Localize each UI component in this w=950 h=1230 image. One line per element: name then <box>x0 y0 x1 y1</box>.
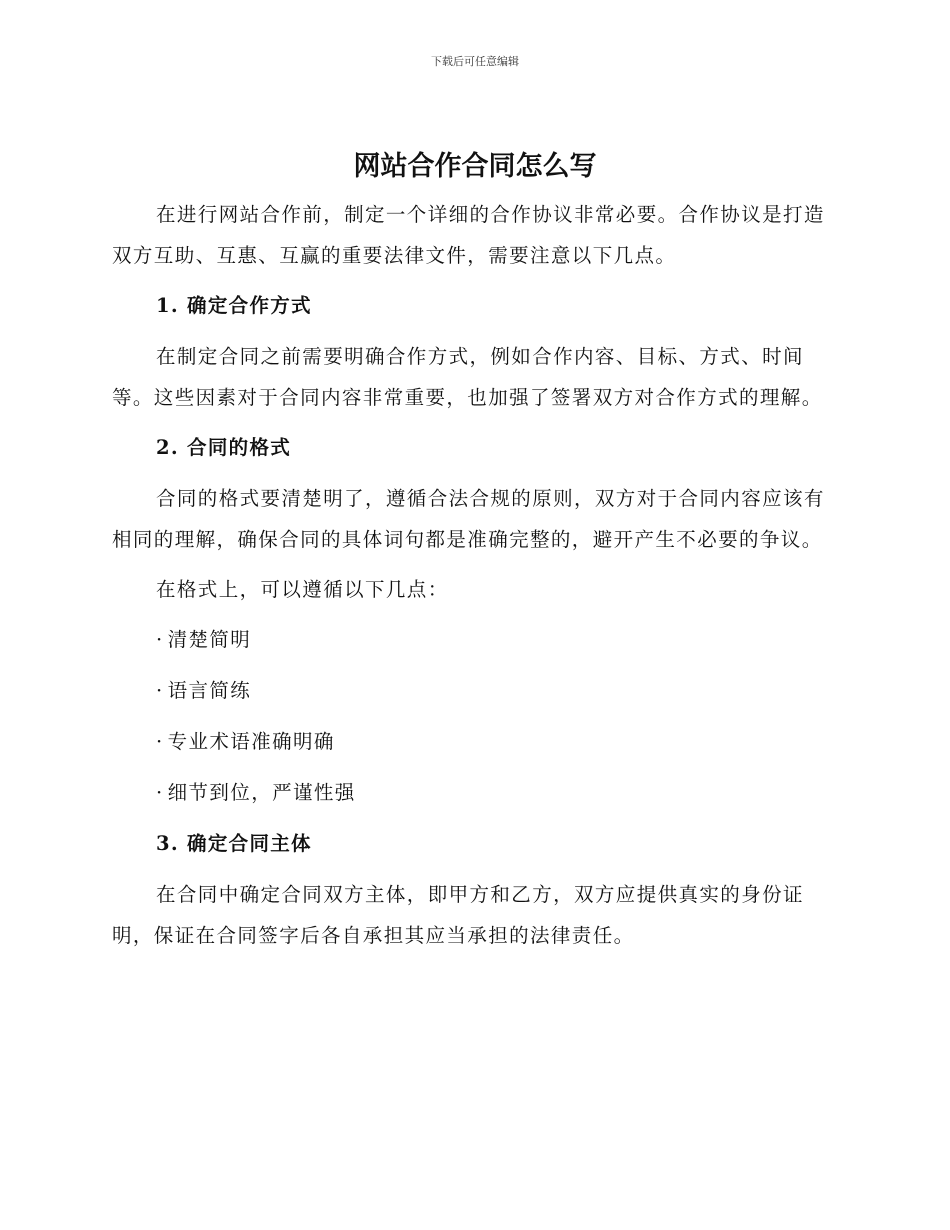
header-note: 下载后可任意编辑 <box>431 55 519 68</box>
bullet-item <box>112 619 832 660</box>
intro-paragraph: 在进行网站合作前，制定一个详细的合作协议非常必要。合作协议是打造双方互助、互惠、互赢的重要法律文件，需要注意以下几点。 <box>112 203 825 267</box>
bullet-item <box>112 772 832 813</box>
section-3 <box>112 823 832 956</box>
section-1 <box>112 285 832 418</box>
section-lead: 在格式上，可以遵循以下几点： <box>156 578 449 601</box>
section-paragraph: 在合同中确定合同双方主体，即甲方和乙方，双方应提供真实的身份证明，保证在合同签字后各自承担其应当承担的法律责任。 <box>112 883 804 947</box>
bullet-item <box>112 670 832 711</box>
bullet-text: 专业术语准确明确 <box>167 730 335 753</box>
section-heading: 2. 合同的格式 <box>156 436 292 459</box>
bullet-dot-icon: · <box>156 781 164 804</box>
section-paragraph: 在制定合同之前需要明确合作方式，例如合作内容、目标、方式、时间等。这些因素对于合同内容非常重要，也加强了签署双方对合作方式的理解。 <box>112 345 823 409</box>
section-heading: 3. 确定合同主体 <box>156 832 312 855</box>
bullet-text: 清楚简明 <box>167 628 252 651</box>
bullet-dot-icon: · <box>156 730 164 753</box>
bullet-dot-icon: · <box>156 679 164 702</box>
section-paragraph: 合同的格式要清楚明了，遵循合法合规的原则，双方对于合同内容应该有相同的理解，确保合同的具体词句都是准确完整的，避开产生不必要的争议。 <box>112 487 825 551</box>
document-title: 网站合作合同怎么写 <box>353 151 597 182</box>
bullet-item <box>112 721 832 762</box>
bullet-dot-icon: · <box>156 628 164 651</box>
section-heading: 1. 确定合作方式 <box>156 294 312 317</box>
bullet-text: 细节到位，严谨性强 <box>167 781 356 804</box>
document-body <box>112 194 832 965</box>
bullet-text: 语言简练 <box>167 679 252 702</box>
section-2 <box>112 427 832 813</box>
